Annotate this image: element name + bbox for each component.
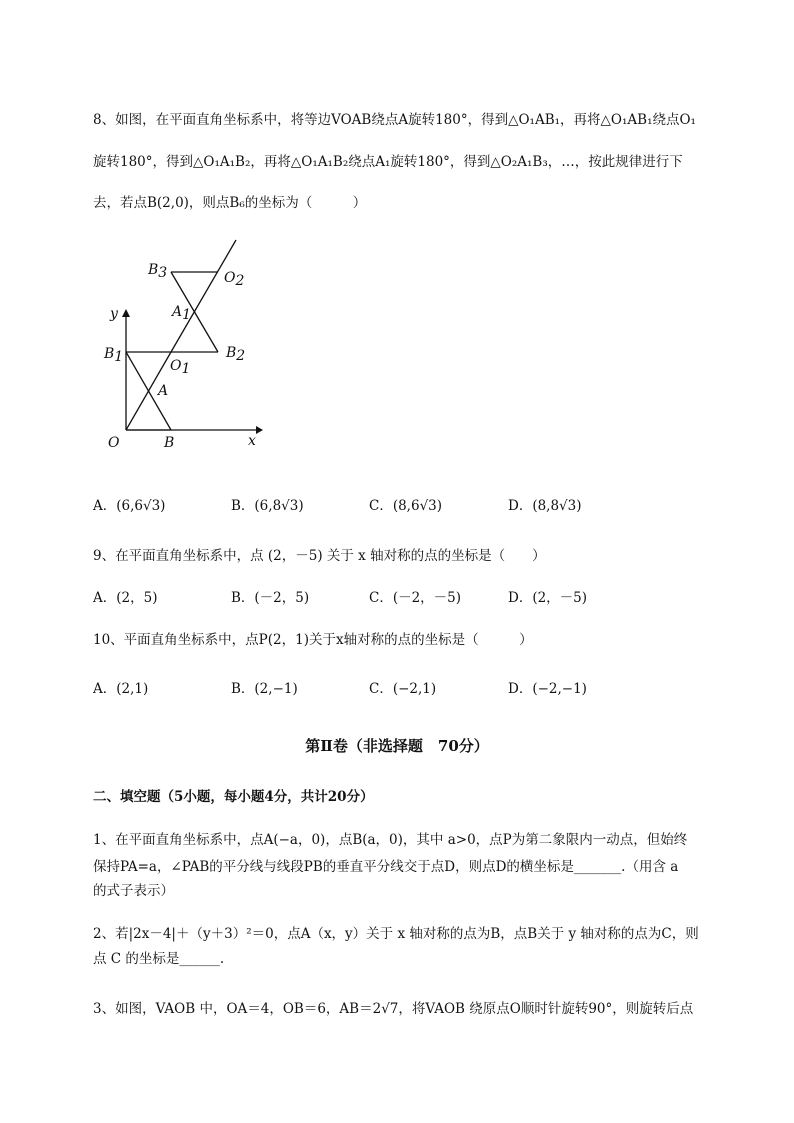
ray-OA1 xyxy=(171,240,236,352)
f1-line1: 1、在平面直角坐标系中，点A(−a，0)，点B(a，0)，其中 a>0，点P为第二象限内一动点，但始终 xyxy=(93,832,688,848)
q8-option-a[interactable]: A．(6,6√3) xyxy=(93,498,166,514)
f1-line3: 的式子表示） xyxy=(93,883,174,899)
label-x: x xyxy=(248,433,256,449)
label-y: y xyxy=(110,306,118,322)
q10-option-b[interactable]: B．(2,−1) xyxy=(231,681,298,697)
fill-section-heading: 二、填空题（5小题，每小题4分，共计20分） xyxy=(93,789,374,805)
q8-stem-line1: 8、如图，在平面直角坐标系中，将等边VOAB绕点A旋转180°，得到△O₁AB₁，再将△O₁AB₁绕点O₁ xyxy=(93,112,696,128)
q10-option-a[interactable]: A．(2,1) xyxy=(93,681,149,697)
label-B: B xyxy=(164,435,175,451)
q9-option-c[interactable]: C．(－2，－5) xyxy=(369,590,462,606)
f2-line1: 2、若|2x－4|＋（y＋3）²＝0，点A（x，y）关于 x 轴对称的点为B，点B关于 y 轴对称的点为C，则 xyxy=(93,926,699,942)
q10-option-c[interactable]: C．(−2,1) xyxy=(369,681,437,697)
f3-line1: 3、如图，VAOB 中，OA＝4，OB＝6，AB＝2√7，将VAOB 绕原点O顺时针旋转90°，则旋转后点 xyxy=(93,1001,694,1017)
q8-option-d[interactable]: D．(8,8√3) xyxy=(508,498,582,514)
q10-option-d[interactable]: D．(−2,−1) xyxy=(508,681,587,697)
q8-figure xyxy=(88,230,278,459)
q10-stem: 10、平面直角坐标系中，点P(2，1)关于x轴对称的点的坐标是（ ） xyxy=(93,632,533,648)
label-O: O xyxy=(108,435,120,451)
q9-stem: 9、在平面直角坐标系中，点 (2，－5) 关于 x 轴对称的点的坐标是（ ） xyxy=(93,548,546,564)
q8-stem-line2: 旋转180°，得到△O₁A₁B₂，再将△O₁A₁B₂绕点A₁旋转180°，得到△O₂A₁B₃，…，按此规律进行下 xyxy=(93,154,683,170)
q8-option-c[interactable]: C．(8,6√3) xyxy=(369,498,443,514)
q9-option-a[interactable]: A．(2，5) xyxy=(93,590,158,606)
part2-title: 第Ⅱ卷（非选择题 70分） xyxy=(305,737,489,755)
label-O2: O2 xyxy=(224,270,245,289)
label-A: A xyxy=(158,383,169,399)
f1-line2: 保持PA=a，∠PAB的平分线与线段PB的垂直平分线交于点D，则点D的横坐标是_______.（用含 a xyxy=(93,859,679,875)
q9-option-d[interactable]: D．(2，－5) xyxy=(508,590,588,606)
q9-option-b[interactable]: B．(－2，5) xyxy=(231,590,310,606)
label-A1: A1 xyxy=(172,304,192,323)
label-B3: B3 xyxy=(148,262,168,281)
label-B1: B1 xyxy=(104,346,124,365)
rotation-diagram xyxy=(88,230,278,455)
f2-line2: 点 C 的坐标是______. xyxy=(93,951,225,967)
label-B2: B2 xyxy=(226,345,246,364)
q8-stem-line3: 去，若点B(2,0)，则点B₆的坐标为（ ） xyxy=(93,195,367,211)
x-axis-arrow xyxy=(256,426,263,434)
q8-option-b[interactable]: B．(6,8√3) xyxy=(231,498,304,514)
label-O1: O1 xyxy=(170,358,191,377)
y-axis-arrow xyxy=(122,309,130,317)
